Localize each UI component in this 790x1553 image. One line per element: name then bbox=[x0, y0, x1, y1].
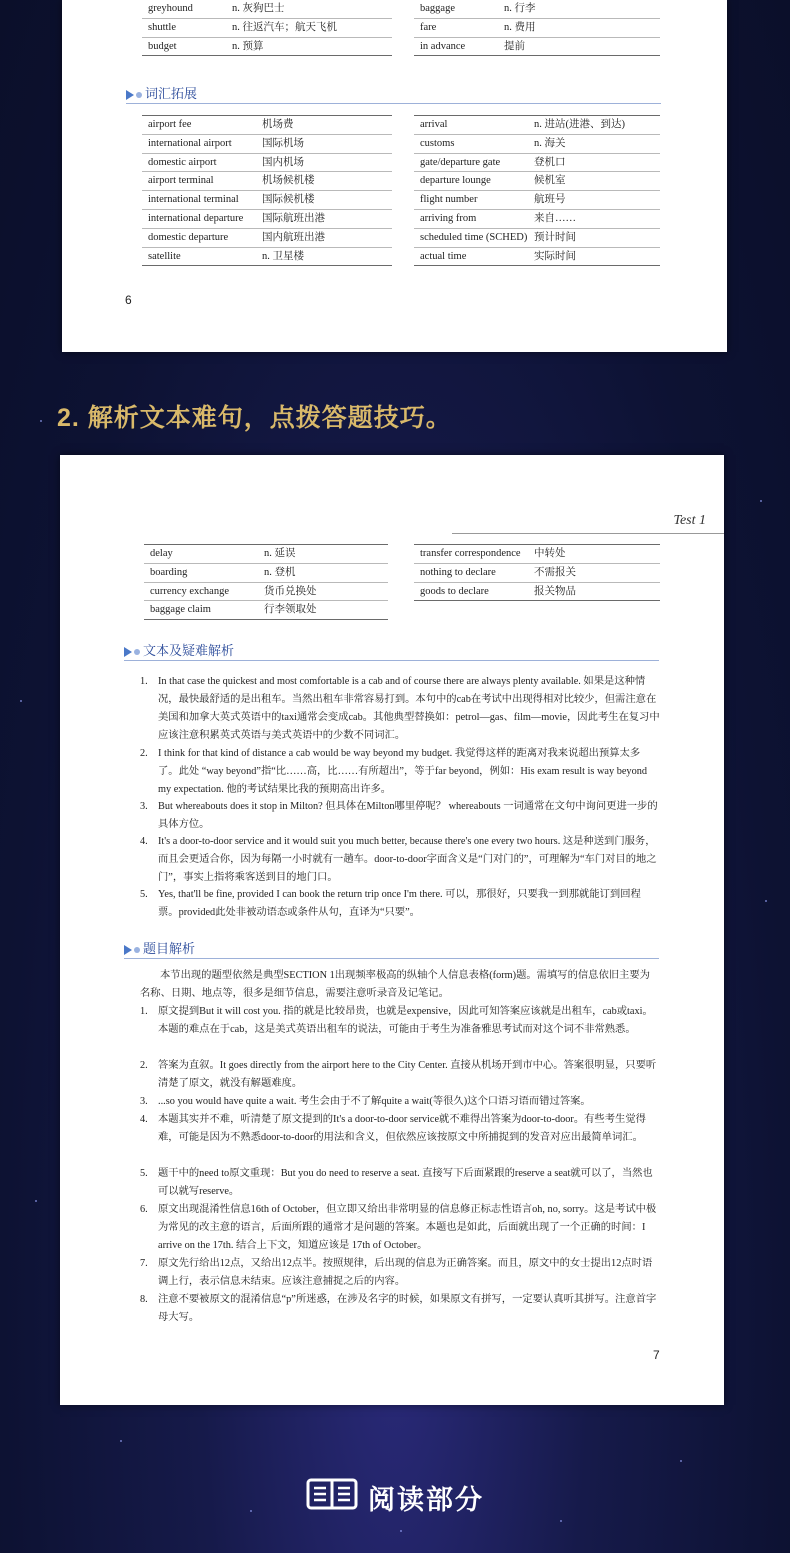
section-rule bbox=[126, 103, 661, 104]
list-item bbox=[140, 1201, 660, 1255]
dot-icon bbox=[134, 947, 140, 953]
dot-icon bbox=[134, 649, 140, 655]
vocab-zh: n. 灰狗巴士 bbox=[232, 3, 285, 14]
page-number: 7 bbox=[653, 1348, 660, 1362]
vocab-zh: 中转处 bbox=[534, 548, 566, 559]
list-item bbox=[140, 1093, 660, 1111]
vocab-en: actual time bbox=[420, 250, 467, 262]
vocab-zh: n. 预算 bbox=[232, 40, 264, 52]
item-number: 5. bbox=[140, 889, 148, 900]
book-icon bbox=[306, 1477, 358, 1518]
top-vocab-right-column bbox=[414, 0, 660, 56]
list-item bbox=[140, 798, 660, 834]
vocab-en: arriving from bbox=[420, 212, 477, 224]
vocab-zh: n. 费用 bbox=[504, 21, 536, 33]
dot-icon bbox=[136, 92, 142, 98]
vocab-zh: 报关物品 bbox=[534, 585, 576, 597]
item-text: 注意不要被原文的混淆信息“p”所迷惑，在涉及名字的时候，如果原文有拼写，一定要认真听其拼写。注意首字母大写。 bbox=[158, 1294, 657, 1323]
item-number: 3. bbox=[140, 801, 148, 812]
section-rule bbox=[124, 660, 659, 661]
vocab-zh: 候机室 bbox=[534, 175, 566, 187]
vocab-en: domestic departure bbox=[148, 231, 229, 243]
vocab-en: greyhound bbox=[148, 3, 193, 14]
page-number: 6 bbox=[125, 293, 132, 307]
vocab-zh: n. 进站(进港、到达) bbox=[534, 119, 625, 130]
item-number: 1. bbox=[140, 676, 148, 687]
book-page-6 bbox=[62, 0, 727, 352]
vocab-zh: n. 登机 bbox=[264, 566, 296, 578]
item-number: 4. bbox=[140, 836, 148, 847]
list-item bbox=[140, 1291, 660, 1327]
item-text: 答案为直叙。It goes directly from the airport here to the City Center. 直接从机场开到市中心。答案很明显，只要听清楚了原文，就没有解题难度。 bbox=[158, 1060, 657, 1089]
section-heading-text-analysis bbox=[124, 640, 234, 660]
section-title: 文本及疑难解析 bbox=[143, 643, 235, 658]
arrow-icon bbox=[124, 945, 132, 955]
list-item bbox=[140, 673, 660, 745]
vocab-en: satellite bbox=[148, 250, 181, 262]
book-page-7 bbox=[60, 455, 724, 1405]
vocab-zh: 不需报关 bbox=[534, 566, 576, 578]
vocab-en: airport terminal bbox=[148, 175, 214, 187]
item-number: 2. bbox=[140, 1060, 148, 1071]
vocab-zh: 行李领取处 bbox=[264, 604, 317, 616]
list-item bbox=[140, 1003, 660, 1039]
section-heading-vocab-expansion bbox=[126, 83, 197, 103]
vocab-en: fare bbox=[420, 21, 437, 33]
vocab-en: international airport bbox=[148, 137, 232, 149]
list-item bbox=[140, 1255, 660, 1291]
item-text: 本题其实并不难，听清楚了原文提到的It's a door-to-door service就不难得出答案为door-to-door。有些考生觉得难，可能是因为不熟悉door-to-door的用法和含义，但依然应该按原文中所捕捉到的发音对应出最简单词汇。 bbox=[158, 1114, 646, 1143]
vocab-en: international terminal bbox=[148, 194, 239, 206]
top-vocab-left-column bbox=[142, 0, 392, 56]
list-item bbox=[140, 886, 660, 922]
section-heading-question-analysis bbox=[124, 938, 195, 958]
item-number: 8. bbox=[140, 1294, 148, 1305]
vocab-en: transfer correspondence bbox=[420, 548, 521, 559]
item-text: ...so you would have quite a wait. 考生会由于不了解quite a wait(等很久)这个口语习语而错过答案。 bbox=[158, 1096, 591, 1107]
item-number: 7. bbox=[140, 1258, 148, 1269]
vocab-en: airport fee bbox=[148, 119, 192, 130]
vocab-en: arrival bbox=[420, 119, 448, 130]
vocab-zh: 预计时间 bbox=[534, 231, 576, 243]
vocab-en: domestic airport bbox=[148, 156, 217, 168]
vocab-zh: 航班号 bbox=[534, 194, 566, 206]
item-text: I think for that kind of distance a cab would be way beyond my budget. 我觉得这样的距离对我来说超出预算太多了。此处 “way beyond”指“比……高，比……有所超出”，等于far beyond，例如：His exam result is way beyond my expectation. 他的考试结果比我的预期高出许多。 bbox=[158, 748, 648, 795]
vocab-zh: 国际候机楼 bbox=[262, 194, 315, 206]
item-number: 6. bbox=[140, 1204, 148, 1215]
vocab-en: goods to declare bbox=[420, 585, 489, 597]
airport-vocab-right-column bbox=[414, 544, 660, 601]
vocab-zh: 来自…… bbox=[534, 212, 576, 224]
item-text: It's a door-to-door service and it would suit you much better, because there's one every two hours. 这是种送到门服务，而且会更适合你，因为每隔一小时就有一趟车。door-to-door字面含义是“门对门的”，可理解为“车门对目的地之门”，事实上指将乘客送到目的地门口。 bbox=[158, 836, 657, 883]
vocab-en: international departure bbox=[148, 212, 244, 224]
item-text: 题干中的need to原文重现：But you do need to reserve a seat. 直接写下后面紧跟的reserve a seat就可以了，当然也可以就写reserve。 bbox=[158, 1168, 653, 1197]
vocab-en: customs bbox=[420, 137, 455, 149]
vocab-zh: 机场候机楼 bbox=[262, 175, 315, 187]
test-label: Test 1 bbox=[673, 513, 706, 528]
item-number: 1. bbox=[140, 1006, 148, 1017]
arrow-icon bbox=[126, 90, 134, 100]
list-item bbox=[140, 833, 660, 887]
section-heading-analysis: 2. 解析文本难句，点拨答题技巧。 bbox=[57, 404, 452, 432]
item-text: But whereabouts does it stop in Milton? 但具体在Milton哪里停呢？ whereabouts 一词通常在文句中询问更进一步的具体方位。 bbox=[158, 801, 658, 830]
vocab-en: flight number bbox=[420, 194, 478, 206]
vocab-en: nothing to declare bbox=[420, 566, 496, 578]
vocab-zh: n. 卫星楼 bbox=[262, 250, 304, 262]
item-text: In that case the quickest and most comfortable is a cab and of course there are always plenty available. 如果是这种情况，最快最舒适的是出租车。当然出租车非常容易打到。本句中的cab在考试中出现得相对比较少，但需注意在美国和加拿大英式英语中的taxi通常会变成cab。其他典型替换如：petrol—gas、film—movie，因此考生在复习中应该注意积累英式英语与美式英语中的少数不同词汇。 bbox=[158, 676, 660, 741]
item-text: 原文出现混淆性信息16th of October，但立即又给出非常明显的信息修正标志性语言oh, no, sorry。这是考试中极为常见的改主意的语言，后面所跟的通常才是问题的答案。本题也是如此，后面就出现了一个正确的时间：I arrive on the 17th. 结合上下文，知道应该是 17th of October。 bbox=[158, 1204, 657, 1251]
vocab-zh: 国内机场 bbox=[262, 156, 304, 168]
list-item bbox=[140, 1165, 660, 1201]
vocab-zh: 国际机场 bbox=[262, 137, 304, 149]
vocab-zh: n. 往返汽车；航天飞机 bbox=[232, 21, 337, 33]
vocab-en: shuttle bbox=[148, 21, 176, 33]
vocab-en: boarding bbox=[150, 566, 188, 578]
list-item bbox=[140, 1057, 660, 1093]
section-title: 题目解析 bbox=[143, 941, 196, 956]
item-text: 原文提到But it will cost you. 指的就是比较昂贵，也就是expensive，因此可知答案应该就是出租车，cab或taxi。本题的难点在于cab，这是美式英语出租车的说法，可能由于考生为准备雅思考试而对这个词不非常熟悉。 bbox=[158, 1006, 653, 1035]
vocab-en: departure lounge bbox=[420, 175, 491, 187]
list-item bbox=[140, 1111, 660, 1147]
section-title: 词汇拓展 bbox=[145, 86, 198, 101]
vocab-zh: n. 延误 bbox=[264, 548, 296, 559]
vocab-zh: 国际航班出港 bbox=[262, 212, 325, 224]
vocab-zh: 国内航班出港 bbox=[262, 231, 325, 243]
item-number: 3. bbox=[140, 1096, 148, 1107]
reading-section-label: 阅读部分 bbox=[368, 1485, 484, 1515]
vocab-en: delay bbox=[150, 548, 173, 559]
question-analysis-intro: 本节出现的题型依然是典型SECTION 1出现频率极高的纵轴个人信息表格(form)题。需填写的信息依旧主要为名称、日期、地点等，很多是细节信息，需要注意听录音及记笔记。 bbox=[140, 970, 650, 999]
vocab-en: gate/departure gate bbox=[420, 156, 501, 168]
vocab-en: baggage claim bbox=[150, 604, 211, 616]
airport-vocab-left-column bbox=[144, 544, 388, 620]
vocab-en: currency exchange bbox=[150, 585, 229, 597]
list-item bbox=[140, 745, 660, 799]
vocab-en: scheduled time (SCHED) bbox=[420, 231, 528, 243]
vocab-zh: 货币兑换处 bbox=[264, 585, 317, 597]
vocab-zh: n. 行李 bbox=[504, 3, 536, 14]
vocab-right-column bbox=[414, 115, 660, 266]
vocab-zh: 登机口 bbox=[534, 156, 566, 168]
item-text: 原文先行给出12点，又给出12点半。按照规律，后出现的信息为正确答案。而且，原文中的女士提出12点时语调上行，表示信息未结束。应该注意捕捉之后的内容。 bbox=[158, 1258, 653, 1287]
vocab-en: in advance bbox=[420, 40, 466, 52]
vocab-zh: 提前 bbox=[504, 40, 525, 52]
arrow-icon bbox=[124, 647, 132, 657]
section-rule bbox=[124, 958, 659, 959]
vocab-en: budget bbox=[148, 40, 177, 52]
vocab-left-column bbox=[142, 115, 392, 266]
item-number: 5. bbox=[140, 1168, 148, 1179]
item-number: 4. bbox=[140, 1114, 148, 1125]
test-label-rule bbox=[452, 533, 724, 534]
reading-section-title bbox=[0, 1477, 790, 1518]
vocab-zh: 实际时间 bbox=[534, 250, 576, 262]
vocab-zh: n. 海关 bbox=[534, 137, 566, 149]
vocab-en: baggage bbox=[420, 3, 455, 14]
vocab-zh: 机场费 bbox=[262, 119, 294, 130]
item-number: 2. bbox=[140, 748, 148, 759]
item-text: Yes, that'll be fine, provided I can book the return trip once I'm there. 可以，那很好，只要我一到那就能订到回程票。provided此处非被动语态或条件从句，直译为“只要”。 bbox=[158, 889, 641, 918]
